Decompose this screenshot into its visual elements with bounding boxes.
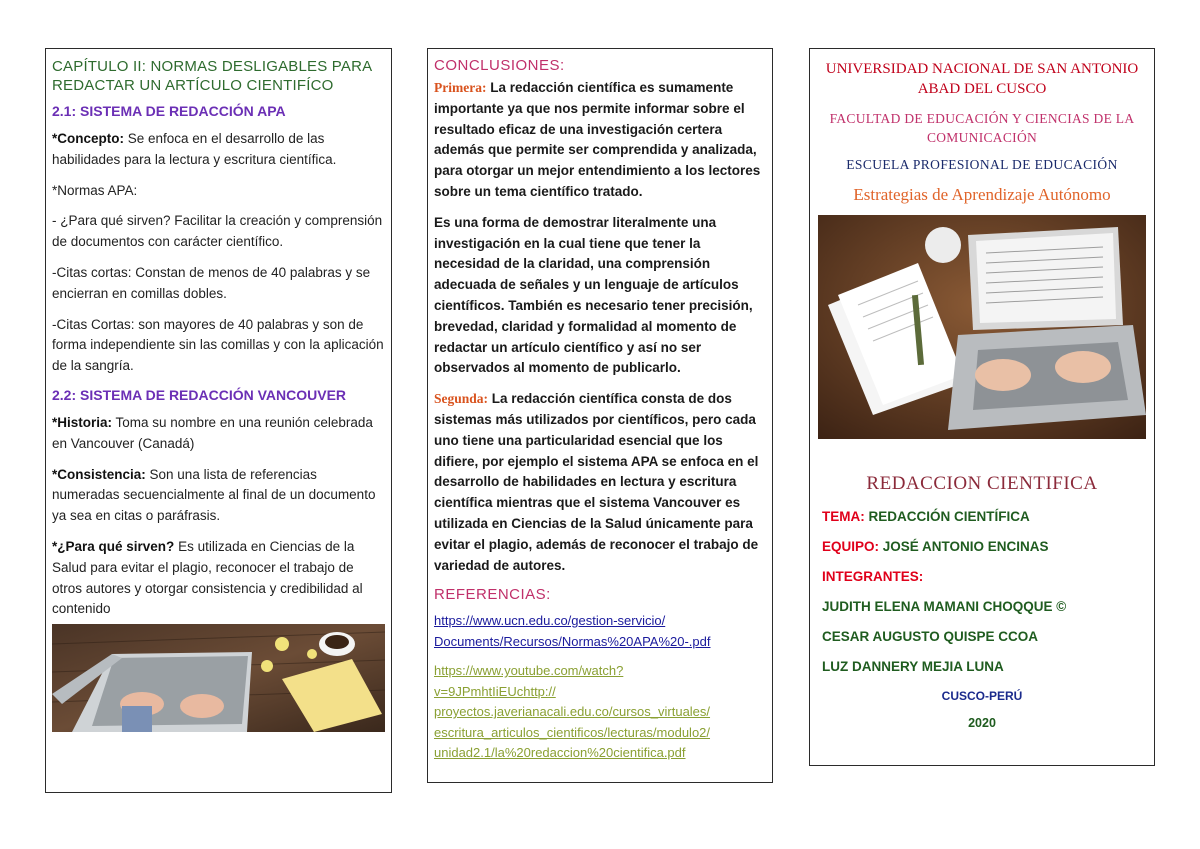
primera-text: La redacción científica es sumamente importante ya que nos permite informar sobre el resultado eficaz de una investigación certera además que permite ser comprendida y analizada, para otorgar un mejor entendimiento a los lectores sobre un tema científico tratado. (434, 80, 761, 199)
left-panel (45, 48, 392, 793)
vancouver-heading: 2.2: SISTEMA DE REDACCIÓN VANCOUVER (52, 386, 347, 403)
equipo-value: JOSÉ ANTONIO ENCINAS (879, 539, 1049, 554)
laptop-papers-illustration (818, 215, 1146, 439)
middle-panel (427, 48, 773, 783)
reference-1-line-2[interactable]: Documents/Recursos/Normas%20APA%20-.pdf (434, 633, 711, 649)
member-2: CESAR AUGUSTO QUISPE CCOA (822, 629, 1039, 644)
concepto-text: Se enfoca en el desarrollo de las habilidades para la lectura y escritura científica. (52, 131, 337, 167)
chapter-title: CAPÍTULO II: NORMAS DESLIGABLES PARA REDACTAR UN ARTÍCULO CIENTIFÍCO (52, 58, 372, 94)
citas-largas-paragraph: -Citas Cortas: son mayores de 40 palabras y son de forma independiente sin las comillas y con la aplicación de la sangría. (52, 316, 384, 374)
place-label: CUSCO-PERÚ (941, 689, 1023, 703)
historia-paragraph (52, 413, 385, 455)
consistencia-text: Son una lista de referencias numeradas secuencialmente al final de un documento ya sea en citas o paráfrasis. (52, 466, 376, 524)
sirven-text: Es utilizada en Ciencias de la Salud para evitar el plagio, reconocer el trabajo de otros autores y otorgar consistencia y credibilidad al contenido (52, 538, 363, 617)
forma-paragraph: Es una forma de demostrar literalmente una investigación en la cual tiene que tener la necesidad de la claridad, una comprensión adecuada de señales y un lenguaje de artículos científicos. También es necesario tener precisión, brevedad, claridad y formalidad al momento de redactar un artículo científico y así no ser observados al momento de publicarlo. (434, 214, 753, 376)
faculty-name: FACULTAD DE EDUCACIÓN Y CIENCIAS DE LA COMUNICACIÓN (829, 111, 1135, 145)
concepto-paragraph (52, 129, 385, 171)
university-name: UNIVERSIDAD NACIONAL DE SAN ANTONIO ABAD DEL CUSCO (825, 61, 1139, 97)
main-title: REDACCION CIENTIFICA (866, 473, 1098, 494)
primera-label: Primera: (434, 80, 487, 95)
segunda-label: Segunda: (434, 391, 489, 407)
right-panel (809, 48, 1155, 766)
course-name: Estrategias de Aprendizaje Autónomo (853, 185, 1111, 204)
reference-1-line-1[interactable]: https://www.ucn.edu.co/gestion-servicio/ (434, 613, 666, 629)
member-3: LUZ DANNERY MEJIA LUNA (822, 659, 1004, 674)
equipo-row (822, 539, 1148, 554)
para-que-paragraph: - ¿Para qué sirven? Facilitar la creación y comprensión de documentos con carácter científico. (52, 213, 383, 250)
member-1: JUDITH ELENA MAMANI CHOQQUE © (822, 599, 1067, 614)
segunda-text: La redacción científica consta de dos sistemas más utilizados por científicos, pero cada uno tiene una particularidad esencial que los difiere, por ejemplo el sistema APA se enfoca en el desarrollo de habilidades en lectura y escritura científica mientras que el sistema Vancouver es utilizada en Ciencias de la Salud únicamente para evitar el plagio, además de reconocer el trabajo de variedad de autores. (434, 391, 759, 573)
tema-value: REDACCIÓN CIENTÍFICA (864, 509, 1030, 524)
references-title: REFERENCIAS: (434, 586, 551, 604)
reference-2-line-2[interactable]: v=9JPmhtIiEUchttp:// (434, 683, 556, 699)
primera-paragraph (434, 78, 766, 203)
school-name: ESCUELA PROFESIONAL DE EDUCACIÓN (846, 157, 1118, 172)
laptop-papers-photo (818, 215, 1146, 439)
tema-label: TEMA: (822, 509, 865, 524)
sirven-label: *¿Para qué sirven? (52, 538, 175, 554)
reference-2-line-3[interactable]: proyectos.javerianacali.edu.co/cursos_virtuales/ (434, 704, 711, 720)
consistencia-label: *Consistencia: (52, 466, 146, 482)
historia-label: *Historia: (52, 414, 113, 430)
laptop-desk-photo (52, 624, 385, 732)
reference-2[interactable] (434, 661, 766, 764)
reference-1[interactable] (434, 611, 766, 652)
normas-label: *Normas APA: (52, 182, 138, 198)
equipo-label: EQUIPO: (822, 539, 880, 554)
historia-text: Toma su nombre en una reunión celebrada en Vancouver (Canadá) (52, 414, 373, 451)
year-label: 2020 (968, 715, 996, 730)
consistencia-paragraph (52, 465, 385, 527)
reference-2-line-1[interactable]: https://www.youtube.com/watch? (434, 663, 624, 679)
reference-2-line-5[interactable]: unidad2.1/la%20redaccion%20cientifica.pdf (434, 745, 686, 761)
concepto-label: *Concepto: (52, 131, 124, 146)
apa-heading: 2.1: SISTEMA DE REDACCIÓN APA (52, 103, 286, 119)
citas-cortas-paragraph: -Citas cortas: Constan de menos de 40 palabras y se encierran en comillas dobles. (52, 264, 371, 301)
sirven-paragraph (52, 537, 385, 620)
laptop-desk-illustration (52, 624, 385, 732)
conclusions-title: CONCLUSIONES: (434, 57, 565, 74)
integrantes-label: INTEGRANTES: (822, 569, 924, 584)
tema-row (822, 509, 1148, 524)
segunda-paragraph (434, 389, 766, 576)
reference-2-line-4[interactable]: escritura_articulos_cientificos/lecturas/modulo2/ (434, 724, 711, 740)
